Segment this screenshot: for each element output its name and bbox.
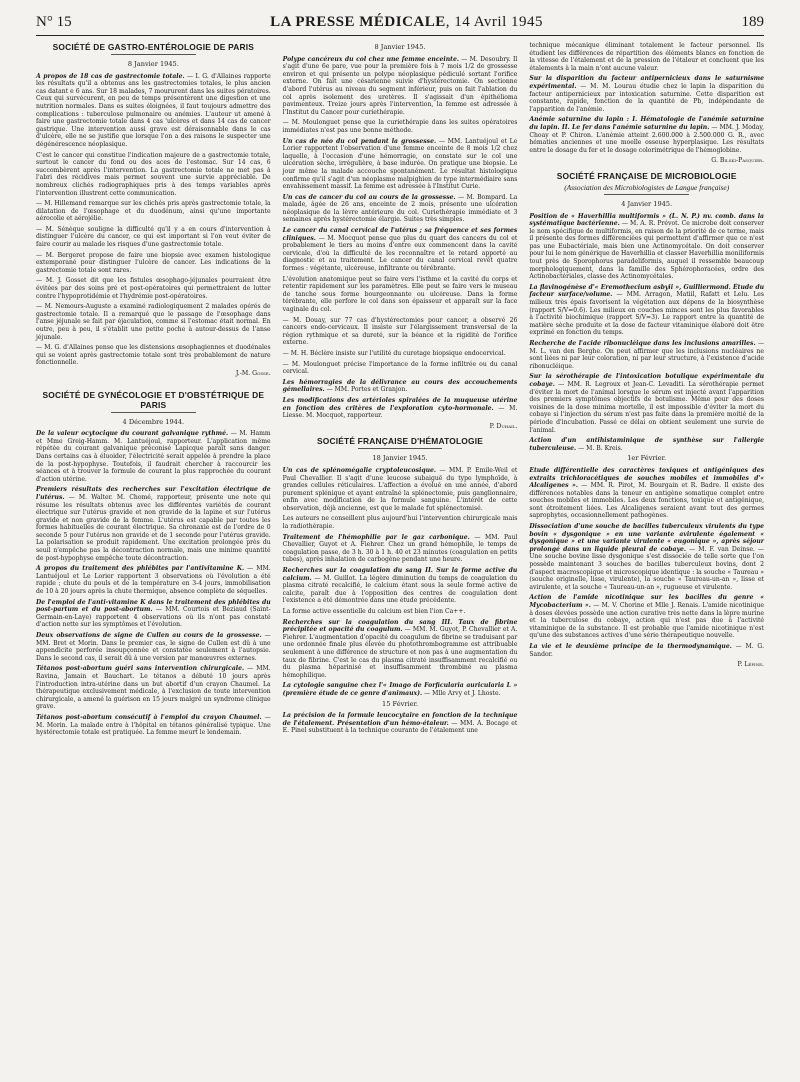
communication <box>36 226 271 249</box>
communication-title: A propos de 18 cas de gastrectomie totale. <box>36 72 185 80</box>
communication <box>36 252 271 275</box>
communication <box>283 361 518 376</box>
communication-body: — MM. Bret et Morin. Dans le premier cas, le signe de Cullen est dû à une appendicite perforée insoupçonnée et constatée seulement à l'autopsie. Dans le second cas, il serait dû à une version par manœuvres externes. <box>36 632 271 662</box>
communication <box>529 116 764 154</box>
communication <box>529 340 764 370</box>
communication <box>283 119 518 134</box>
communication-body: — M. L. van den Berghe. On peut affirmer que les inclusions nucléaires ne sont liées ni par leur coloration, ni par leur structure, à l'existence d'acide ribonucléique. <box>529 340 765 370</box>
society-heading: SOCIÉTÉ FRANÇAISE DE MICROBIOLOGIE <box>556 170 737 181</box>
communication <box>283 515 518 530</box>
communication-body: — M. H. Béclère insiste sur l'utilité du curetage biopsique endocervical. <box>282 349 506 357</box>
column-1 <box>36 42 271 740</box>
communication <box>36 632 271 662</box>
communication-title: Les hémorragies de la délivrance au cours des accouchements gémellaires. <box>282 378 518 394</box>
communication-title: Un cas de cancer du col au cours de la grossesse. <box>282 193 456 201</box>
communication-title: Anémie saturnine du lapin : I. Hématologie de l'anémie saturnine du lapin. II. Le fer dans l'anémie saturnine du lapin. <box>529 116 765 131</box>
communication-title: Action de l'amide nicotinique sur les bacilles du genre « Mycobacterium ». <box>529 594 765 609</box>
communication <box>283 138 518 191</box>
communication-title: Sur la disparition du facteur antipernicieux dans le saturnisme expérimental. <box>529 75 765 90</box>
society-heading: SOCIÉTÉ DE GYNÉCOLOGIE ET D'OBSTÉTRIQUE DE PARIS <box>42 389 265 410</box>
communication <box>529 75 764 113</box>
society-subtitle: (Association des Microbiologistes de Langue française) <box>564 182 730 192</box>
author-signature: J.-M. Gosse. <box>235 369 271 377</box>
communication <box>529 467 764 520</box>
communication-body: — MM. Ravina, Jamain et Bauchart. Le tétanos a débuté 10 jours après l'introduction intra-utérine dans un but abortif d'un crayon Chaumel. La thérapeutique exclusivement médicale, à l'exclusion de toute intervention chirurgicale, a amené la guérison en 15 jours malgré un syndrome clinique grave. <box>36 665 271 711</box>
communication-body: — M. Moulonguet précise l'importance de la forme infiltrée ou du canal cervical. <box>282 360 518 376</box>
communication-title: La flavinogénèse d'« Eremothecium asbyii », Guilliermond. Étude du facteur surface/volume. <box>529 283 765 299</box>
communication-body: — MM. P. Emile-Weil et Paul Chevallier. Il s'agit d'une leucose subaiguë du type lymphoïde, à grandes cellules réticulaires. L'affection a évolué en une année, d'abord purement splénique et ayant entraîné la splénectomie, puis ganglionnaire, enfin avec modification de la formule sanguine. L'intérêt de cette observation, déjà ancienne, est que le malade fut splénectomisé. <box>282 466 518 512</box>
communication-title: Dissociation d'une souche de bacilles tuberculeux virulents du type bovin « dysgonique » en une variante avirulente également « dysgonique » et une variante virulente « eugonique », après séjour prolongé dans un liquide pleural de cobaye. <box>529 523 765 553</box>
communication-title: Traitement de l'hémophilie par le gaz carbonique. <box>282 533 470 541</box>
communication <box>283 276 518 314</box>
communication-title: Un cas de splénomégalie cryptoleucosique. <box>282 466 437 474</box>
communication-title: Un cas de néo du col pendant la grossesse. <box>282 137 437 145</box>
communication <box>529 213 764 281</box>
session-date: 18 Janvier 1945. <box>372 454 428 463</box>
communication-body: — I. G. d'Allaines rapporte les résultats qu'il a obtenus ans les gastrectomies totales, le plus ancien cas datant e 6 ans. Sur 18 malades, 7 moururent dans les suites pératoires. Ceux qui survécurent, en peu de temps présentèrent une digestion et une nutrition normales. Dans es suites éloignées, il faut toujours admettre des complications : tuberculose pulmonaire ou anémies. L'auteur ut amené à faire une gastrectomie totale dans 4 cas 'ulcères et dans 14 cas de cancer gastrique. Une intervention aussi grave est déraisonnable dans le cas d'ulcère, elle ne se justifie que lorsque l'on a des raisons le suspecter une dégénérescence néoplasique. <box>36 72 271 148</box>
page-number: 189 <box>741 14 764 30</box>
communication <box>283 379 518 394</box>
communication <box>529 643 764 658</box>
communication-body: — M. G. Sandor. <box>529 642 765 658</box>
communication-body: — MM. Lantuéjoul et Le Lorier rapportent l'observation d'une femme enceinte de 8 mois 1/2 chez laquelle, à l'occasion d'une hémorragie, on constate sur le col une ulcération sèche, irrégulière, à base indurée. On pratique une biopsie. Le jour même la malade accouche spontanément. Le résultat histologique confirme qu'il s'agit d'un néoplasme malpighien de type intermédiaire sans envahissement massif. La femme est adressée à l'Institut Curie. <box>282 137 518 191</box>
communication <box>529 594 764 640</box>
session-date: 1er Février. <box>627 454 667 463</box>
communication-body: L'évolution anatomique peut se faire vers l'isthme et la cavité du corps et retentir rapidement sur les paramètres. Elle peut se faire vers le museau de tanche sous forme bourgeonnante ou ulcéreuse. Dans la forme térébrante, elle perfore le col dans son épaisseur et apparaît sur la face vaginale du col. <box>282 275 518 313</box>
communication <box>283 712 518 735</box>
communication-title: Premiers résultats des recherches sur l'excitation électrique de l'utérus. <box>36 486 271 501</box>
communication-body: — M. Nemours-Auguste a examiné radiologiquement 2 malades opérés de gastrectomie totale. Il a remarqué que le passage de l'œsophage dans l'anse jéjunale se fait par éjaculation, comme si l'estomac était normal. En outre, peu à peu, il s'établit une petite poche à autour-dessus de l'anse jéjunale. <box>36 303 271 341</box>
communication-body: — MM. R. Pirot, M. Bourgain et R. Badre. Il existe des différences notables dans la teneur en antigène somatique complet entre souches mobiles et immobiles. Les deux fonctions, toxique et antigénique, sont étroitement liées. Les Alcaligenes seraient avant tout des germes saprophytes, occasionnellement pathogènes. <box>529 482 765 520</box>
communication <box>36 152 271 198</box>
communication-title: Recherches sur la coagulation du sang III. Taux de fibrine précipitée et opacité du coagulum. <box>282 618 518 634</box>
society-heading: SOCIÉTÉ FRANÇAISE D'HÉMATOLOGIE <box>316 436 484 447</box>
communication <box>283 682 518 697</box>
heading-rule <box>358 448 442 449</box>
communication <box>529 373 764 434</box>
communication-body: — M. Hamm et Mme Greig-Hamm. M. Lantuéjoul, rapporteur. L'application même répétée du courant galvanique préconisé Lapicque paraît sans danger. Dans certains cas à éluoider, l'électricité serait appelée à prendre la place de la post-hypophyse. Toutefois, il faudrait chercher à raccourcir les séances et à trouver la formule de courant la plus rapprochée du courant d'action utérine. <box>36 430 271 483</box>
author-signature: P. Duhail. <box>489 422 518 430</box>
communication <box>36 565 271 595</box>
communication-body: — M. Walter. M. Chomé, rapporteur, présente une note qui résume les résultats obtenus avec les différentes variétés de courant électrique sur l'utérus gravide et non gravide de la lapine et sur l'utérus gravide et non gravide de la femme. L'utérus est capable par toutes les formes habituelles de courant électrique. Sa chronaxie est de l'ordre de 0 seconde 5 pour l'utérus non gravide et de 1 seconde pour l'utérus gravide. La polarisation se produit rapidement. Une excitation prolongée près du seuil n'empêche pas la décontraction normale, mais une minime quantité de post-hypophyse empêche toute décontraction. <box>36 493 271 562</box>
communication-body: — M. Guillot. La légère diminution du temps de coagulation du plasma citraté recalcifié, le calcium étant sous la seule forme active de calcite, paraît due à l'opposition des centres de coagulation dont l'existence a été démontrée dans une étude précédente. <box>282 574 518 605</box>
communication <box>36 200 271 223</box>
communication <box>283 534 518 564</box>
communication-body: — MM. Paul Chevallier, Guyot et A. Fiehrer. Chez un grand hémophile, le temps de coagulation passe, de 3 h. 30 à 1 h. 40 et 23 minutes (coagulation en petits tubes), après inhalation de carbogène pendant une heure. <box>282 533 518 564</box>
communication <box>529 437 764 452</box>
session-date: 4 Janvier 1945. <box>621 199 673 208</box>
article-columns <box>36 42 764 740</box>
communication-body: — M. G. d'Allaines pense que les distensions œsophagiennes et duodénales qui se voient après gastrectomie totale sont très probablement de nature fonctionnelle. <box>36 344 271 367</box>
communication <box>283 194 518 224</box>
masthead-title: LA PRESSE MÉDICALE, 14 Avril 1945 <box>270 14 544 30</box>
society-heading: SOCIÉTÉ DE GASTRO-ENTÉROLOGIE DE PARIS <box>52 42 255 52</box>
communication-body: — MM. Arragon, Matiil, Rafatt et Lelu. Les milieux très épais favorisent la végétation aux dépens de la biosynthèse (rapport S/V=0.6). Les milieux en couches minces sont les plus favorables à l'activité biochimique (rapport S/V=3). Le rapport entre la quantité de matière sèche produite et la dose de facteur vitaminique élaboré doit être exprimé en fonction du temps. <box>529 291 765 337</box>
communication-body: — MM. Courtois et Beziaud (Saint-Germain-en-Laye) rapportent 4 observations où ils n'ont pas constaté d'action nette sur les symptômes et l'évolution. <box>36 606 271 629</box>
communication-body: — M. Moulonguet pense que la curiethérapie dans les suites opératoires immédiates n'est pas une bonne méthode. <box>282 119 518 134</box>
communication-body: — MM. R. Legroux et Jean-C. Levaditi. La sérothérapie permet d'éviter la mort de l'animal lorsque le sérum est injecté avant l'apparition des premiers symptômes objectifs de botulisme. Même pour des doses voisines de la dose minima mortelle, il est impossible d'éviter la mort du cobaye si l'injection du sérum n'est pas faite dans la première moitié de la période d'incubation. Passé ce délai on obtient seulement une survie de l'animal. <box>529 380 765 434</box>
heading-rule <box>111 412 195 413</box>
communication <box>36 665 271 711</box>
communication-body: — M. Desoubry. Il s'agit d'une 6e pare, vue pour la première fois à 7 mois 1/2 de grossesse environ et qui présente un polype néoplasique pédiculé sortant l'orifice externe. On fait une césarienne suivie d'hystérectomie. On sectionne d'abord l'utérus au niveau du segment inférieur, puis on fait l'ablation du col après isolement des uretères. Il s'agissait d'un épithélioma pavimenteux. Treize jours après l'intervention, la femme est adressée à l'Institut du Cancer pour curiethérapie. <box>282 55 518 116</box>
communication-title: Recherche de l'acide ribonucléique dans les inclusions amarilles. <box>529 340 756 347</box>
communication-title: Tétanos post-abortum guéri sans intervention chirurgicale. <box>36 665 245 673</box>
communication-body: — MM. J. Moday, Choay et P. Chiron. L'anémie atteint 2.600.000 à 2.500.000 G. R., avec hématies anciennes et une moelle osseuse hyperplasique. Les résultats entre le dosage du fer et le dosage colorimétrique de l'hémoglobine. <box>529 123 765 154</box>
communication-body: La forme active essentielle du calcium est bien l'ion Ca++. <box>282 608 466 615</box>
communication-body: — M. Bergeret propose de faire une biopsie avec examen histologique extemporané pour distinguer l'ulcère de cancer. Les indications de la gastrectomie totale sont rares. <box>36 251 271 274</box>
communication <box>36 344 271 367</box>
communication <box>283 567 518 605</box>
communication-body: — M. Hillemand remarque sur les clichés pris après gastrectomie totale, la dilatation de l'œsophage et du duodénum, ainsi qu'une importante aérocolie et aérojélie. <box>36 200 271 223</box>
communication-body: — M. J. Gosset dit que les fistules œsophago-jéjunales pourraient être évitées par des soins pré et post-opératoires qui permettraient de lutter contre l'hypoprotidémie et l'hydrémie post-opératoires. <box>36 277 271 300</box>
communication-body: Les auteurs ne conseillent plus aujourd'hui l'intervention chirurgicale mais la radiothérapie. <box>282 515 518 531</box>
issue-date: 14 Avril 1945 <box>454 14 544 30</box>
communication-title: Position de « Haverhillia multiformis » (L. N. P.) nv. comb. dans la systématique bactérienne. <box>529 212 765 228</box>
communication-body: — M. B. Kreis. <box>578 444 623 452</box>
communication-title: Les modifications des artérioles spiralées de la muqueuse utérine en fonction des critères de l'exploration cyto-hormonale. <box>282 396 518 412</box>
communication-body: C'est le cancer qui constitue l'indication majeure de a gastrectomie totale, surtout le cancer du fond ou des aces de l'estomac. Sur 14 cas, 6 succombèrent après l'intervention. La gastrectomie totale ne met pas à l'abri des récidives mais permet souvent une survie appréciable. De nombreux clichés radiographiques pris à des temps variables après l'intervention illustrent cette communication. <box>36 151 271 197</box>
communication <box>529 42 764 72</box>
communication-body: — MM. Lantuéjoul et Le Lorier rapportent 3 observations où l'évolution a été rapide ; chute du pouls et de la température en 3-4 jours, immobilisation de 10 à 20 jours après la chute thermique, absence complète de séquelles. <box>36 565 271 596</box>
communication-body: — M. Sénèque souligne la difficulté qu'il y a en cours d'intervention à distinguer l'ulcère du cancer, ce qui est important si l'on veut éviter de faire courir au malade les risques d'une gastrectomie totale. <box>36 225 271 249</box>
communication <box>36 430 271 483</box>
communication-title: La précision de la formule leucocytaire en fonction de la technique de l'étalement. Présentation d'un hémo-étaleur. <box>282 712 518 727</box>
communication-body: technique mécanique éliminant totalement le facteur personnel. Ils étudient les différences de répartition des éléments blancs en fonction de la vitesse de l'étalement et de la pression de l'étaleur et concluent que les étalements à la main n'ont aucune valeur. <box>529 42 765 72</box>
communication-body: — M. M. Lourau étudie chez le lapin la disparition du facteur antipernicieux par intoxication saturnine. Cette disparition est constante, rapide, fonction de la quantité de Pb, indépendante de l'apparition de l'anémie. <box>529 82 765 113</box>
communication-title: De l'emploi de l'anti-vitamine K dans le traitement des phlébites du post-partum et du post-abortum. <box>36 598 271 614</box>
column-3 <box>529 42 764 740</box>
communication-body: — Mlle Arvy et J. Lhoste. <box>424 689 501 697</box>
communication-title: Action d'un antihistaminique de synthèse sur l'allergie tuberculeuse. <box>529 437 765 452</box>
communication <box>283 619 518 680</box>
communication-body: — M. Mocquot pense que plus du quart des cancers du col et probablement le tiers au moins d'entre eux commencent dans la cavité cervicale, d'où la difficulté de les reconnaître et le retard apporté au diagnostic et au traitement. Le cancer du canal cervical revêt quatre formes : végétante, ulcéreuse, infiltrante ou térébrante. <box>282 234 518 273</box>
communication-title: La cytologie sanguine chez l'« Imago de Forficularia auricularia L » (première étude de ce genre d'animaux). <box>282 682 518 697</box>
communication <box>36 303 271 341</box>
communication-title: Deux observations de signe de Cullen au cours de la grossesse. <box>36 632 262 639</box>
author-signature: G. Bilski-Pasquier. <box>711 157 765 165</box>
communication <box>283 56 518 117</box>
session-date: 8 Janvier 1945. <box>374 43 426 51</box>
communication-title: De la valeur ocytocique du courant galvanique rythmé. <box>36 430 229 438</box>
communication-title: Etude différentielle des caractères toxiques et antigéniques des extraits trichloracétiques de souches mobiles et immobiles d'« Alcaligenes ». <box>529 466 765 490</box>
communication-body: — M. Douay, sur 77 cas d'hystérectomies pour cancer, a observé 26 cancers endo-cervicaux. Il insiste sur l'élargissement transversal de la région rythmique et sa dureté, sur la béance et la rigidité de l'orifice externe. <box>282 316 518 347</box>
communication-body: — M. Bompard. La malade, âgée de 26 ans, enceinte de 2 mois, présente une ulcération néoplasique de la lèvre antérieure du col. Curiethérapie immédiate et 3 semaines après hystérectomie élargie. Suites très simples. <box>282 193 518 224</box>
communication <box>529 523 764 591</box>
communication-title: Tétanos post-abortum consécutif à l'emploi du crayon Chaumel. <box>36 713 262 721</box>
communication <box>36 73 271 149</box>
communication <box>36 599 271 629</box>
communication-title: Polype cancéreux du col chez une femme enceinte. <box>282 55 459 63</box>
communication <box>283 350 518 358</box>
heading-rule <box>604 194 688 195</box>
heading-rule <box>111 54 195 55</box>
communication <box>283 608 518 616</box>
communication <box>283 227 518 273</box>
communication <box>283 467 518 513</box>
communication-title: Sur la sérothérapie de l'intoxication botulique expérimentale du cobaye. <box>529 373 765 388</box>
communication-body: — M. V. Chorine et Mlle J. Renais. L'amide nicotinique à doses élevées possède une action curative très nette dans la lèpre murine et la tuberculose du cobaye, action qui n'est pas due à l'activité vitaminique de la substance. Il est probable que l'amide nicotinique n'est qu'une des substances actives d'une série thérapeutique nouvelle. <box>529 602 765 640</box>
publication-name: LA PRESSE MÉDICALE <box>270 14 446 30</box>
communication-body: — M. A. R. Prévot. Ce microbe doit conserver le nom spécifique de multiformis, en raison de la priorité de ce terme, mais il présente des formes différenciées qui permettent d'affirmer que ce n'est pas une Eubactériale, mais bien une Actinomycétale. On doit conserver pour lui le nom générique de Haverhillia et classer Haverhillia moniliformis tout près de Sporophorus paradeliformis, auquel il ressemble beaucoup morphologiquement, dans la famille des Sphérophoracées, ordre des Actinobactériales, classe des Actinomycétales. <box>529 220 765 281</box>
column-2 <box>283 42 518 740</box>
session-date: 4 Décembre 1944. <box>122 417 185 426</box>
communication <box>283 397 518 420</box>
communication <box>36 714 271 737</box>
communication-body: — MM. M. Guyot, P. Chevallier et A. Fiehrer. L'augmentation d'opacité du coagulum de fibrine se traduisant par une ordonnée finale plus élevée du photothrombogramme est attribuable seulement à une différence de structure et non pas à une augmentation du taux de fibrine. C'est le cas du plasma citraté insuffisamment recalcifié ou du plasma héparinisé et insuffisamment thrombiné au plasma hémophilique. <box>282 626 518 679</box>
communication-title: A propos du traitement des phlébites par l'antivitamine K. <box>36 565 245 573</box>
masthead <box>36 10 764 36</box>
communication-body: — M. Morin. La malade entre à l'hôpital en tétanos généralisé typique. Une hystérectomie totale est pratiquée. La femme meurt le lendemain. <box>36 713 271 737</box>
communication-body: — M. F. van Deinse. — Une souche bovine lisse dysgonique s'est dissociée de telle sorte que l'on possède maintenant 3 souches de bacilles tuberculeux bovins, dont 2 d'aspect macroscopique et microscopique identique : la souche « Taureau » (souche originelle, lisse, virulente), la souche « Taureau-un-an », lisse et avirulente, et la souche « Taureau-un-an », rugueuse et virulente. <box>529 545 765 591</box>
communication-title: La vie et le deuxième principe de la thermodynamique. <box>529 642 732 650</box>
communication <box>283 317 518 347</box>
author-signature: P. Lépine. <box>737 661 765 669</box>
session-date: 8 Janvier 1945. <box>127 60 179 68</box>
communication <box>36 277 271 300</box>
issue-number: N° 15 <box>36 14 72 30</box>
communication-title: Recherches sur la coagulation du sang II. Sur la forme active du calcium. <box>282 567 518 582</box>
communication-body: — M. Liesse. M. Mocquot, rapporteur. <box>282 404 518 420</box>
communication-title: Le cancer du canal cervical de l'utérus ; sa fréquence et ses formes cliniques. <box>282 227 518 242</box>
communication-body: — MM. A. Bocage et E. Pinel substituent à la technique courante de l'étalement une <box>282 719 518 735</box>
communication <box>529 284 764 337</box>
communication <box>36 486 271 562</box>
communication-body: — MM. Portes et Granjon. <box>326 386 408 394</box>
session-date: 15 Février. <box>382 699 419 708</box>
